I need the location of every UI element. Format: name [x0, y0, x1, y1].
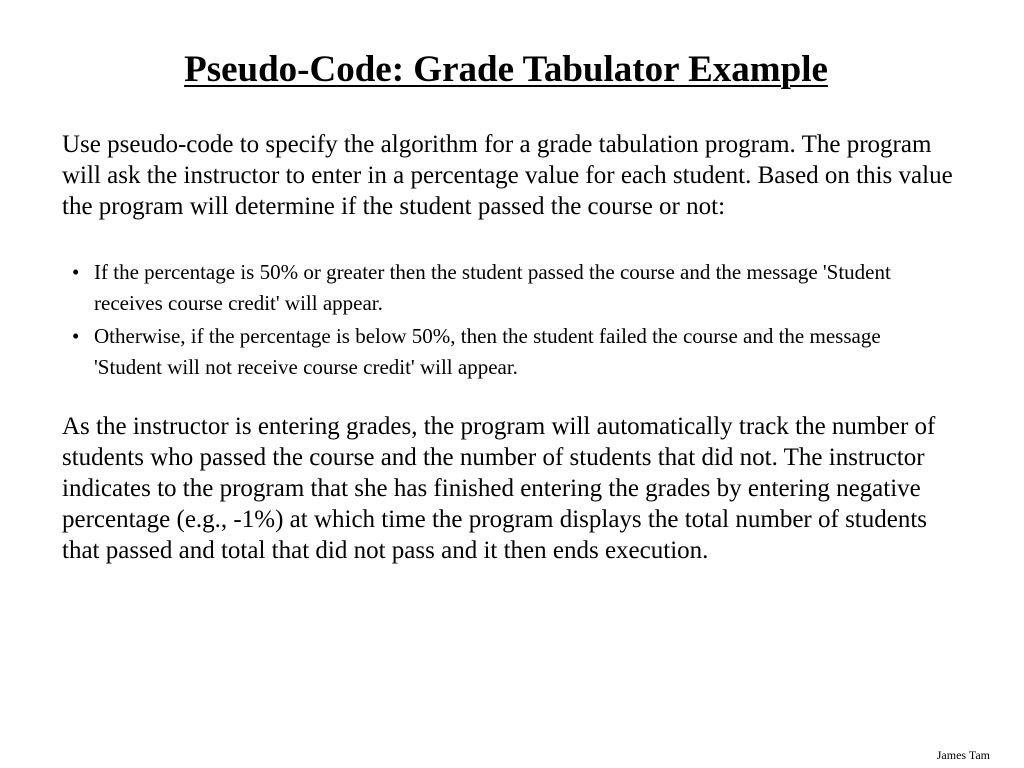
- bullet-item-fail: [72, 321, 932, 383]
- bullet-item-pass: [72, 257, 932, 319]
- bullet-icon: •: [72, 260, 80, 284]
- closing-paragraph: As the instructor is entering grades, the program will automatically track the number of students who passed the course and the number of students that did not. The instructor indicates to the program that she has finished entering the grades by entering negative percentage (e.g., -1%) at which time the program displays the total number of students that passed and total that did not pass and it then ends execution.: [62, 413, 936, 564]
- author-footer: James Tam: [936, 748, 990, 762]
- bullet-text-pass: If the percentage is 50% or greater then the student passed the course and the message 'Student receives course credit' will appear.: [94, 260, 891, 315]
- bullet-text-fail: Otherwise, if the percentage is below 50%, then the student failed the course and the message 'Student will not receive course credit' will appear.: [94, 324, 881, 379]
- slide-title: Pseudo-Code: Grade Tabulator Example: [184, 49, 828, 90]
- condition-bullet-list: [72, 257, 932, 385]
- bullet-icon: •: [72, 324, 80, 348]
- intro-paragraph: Use pseudo-code to specify the algorithm for a grade tabulation program. The program will ask the instructor to enter in a percentage value for each student. Based on this value the program will determine if the student passed the course or not:: [62, 131, 953, 220]
